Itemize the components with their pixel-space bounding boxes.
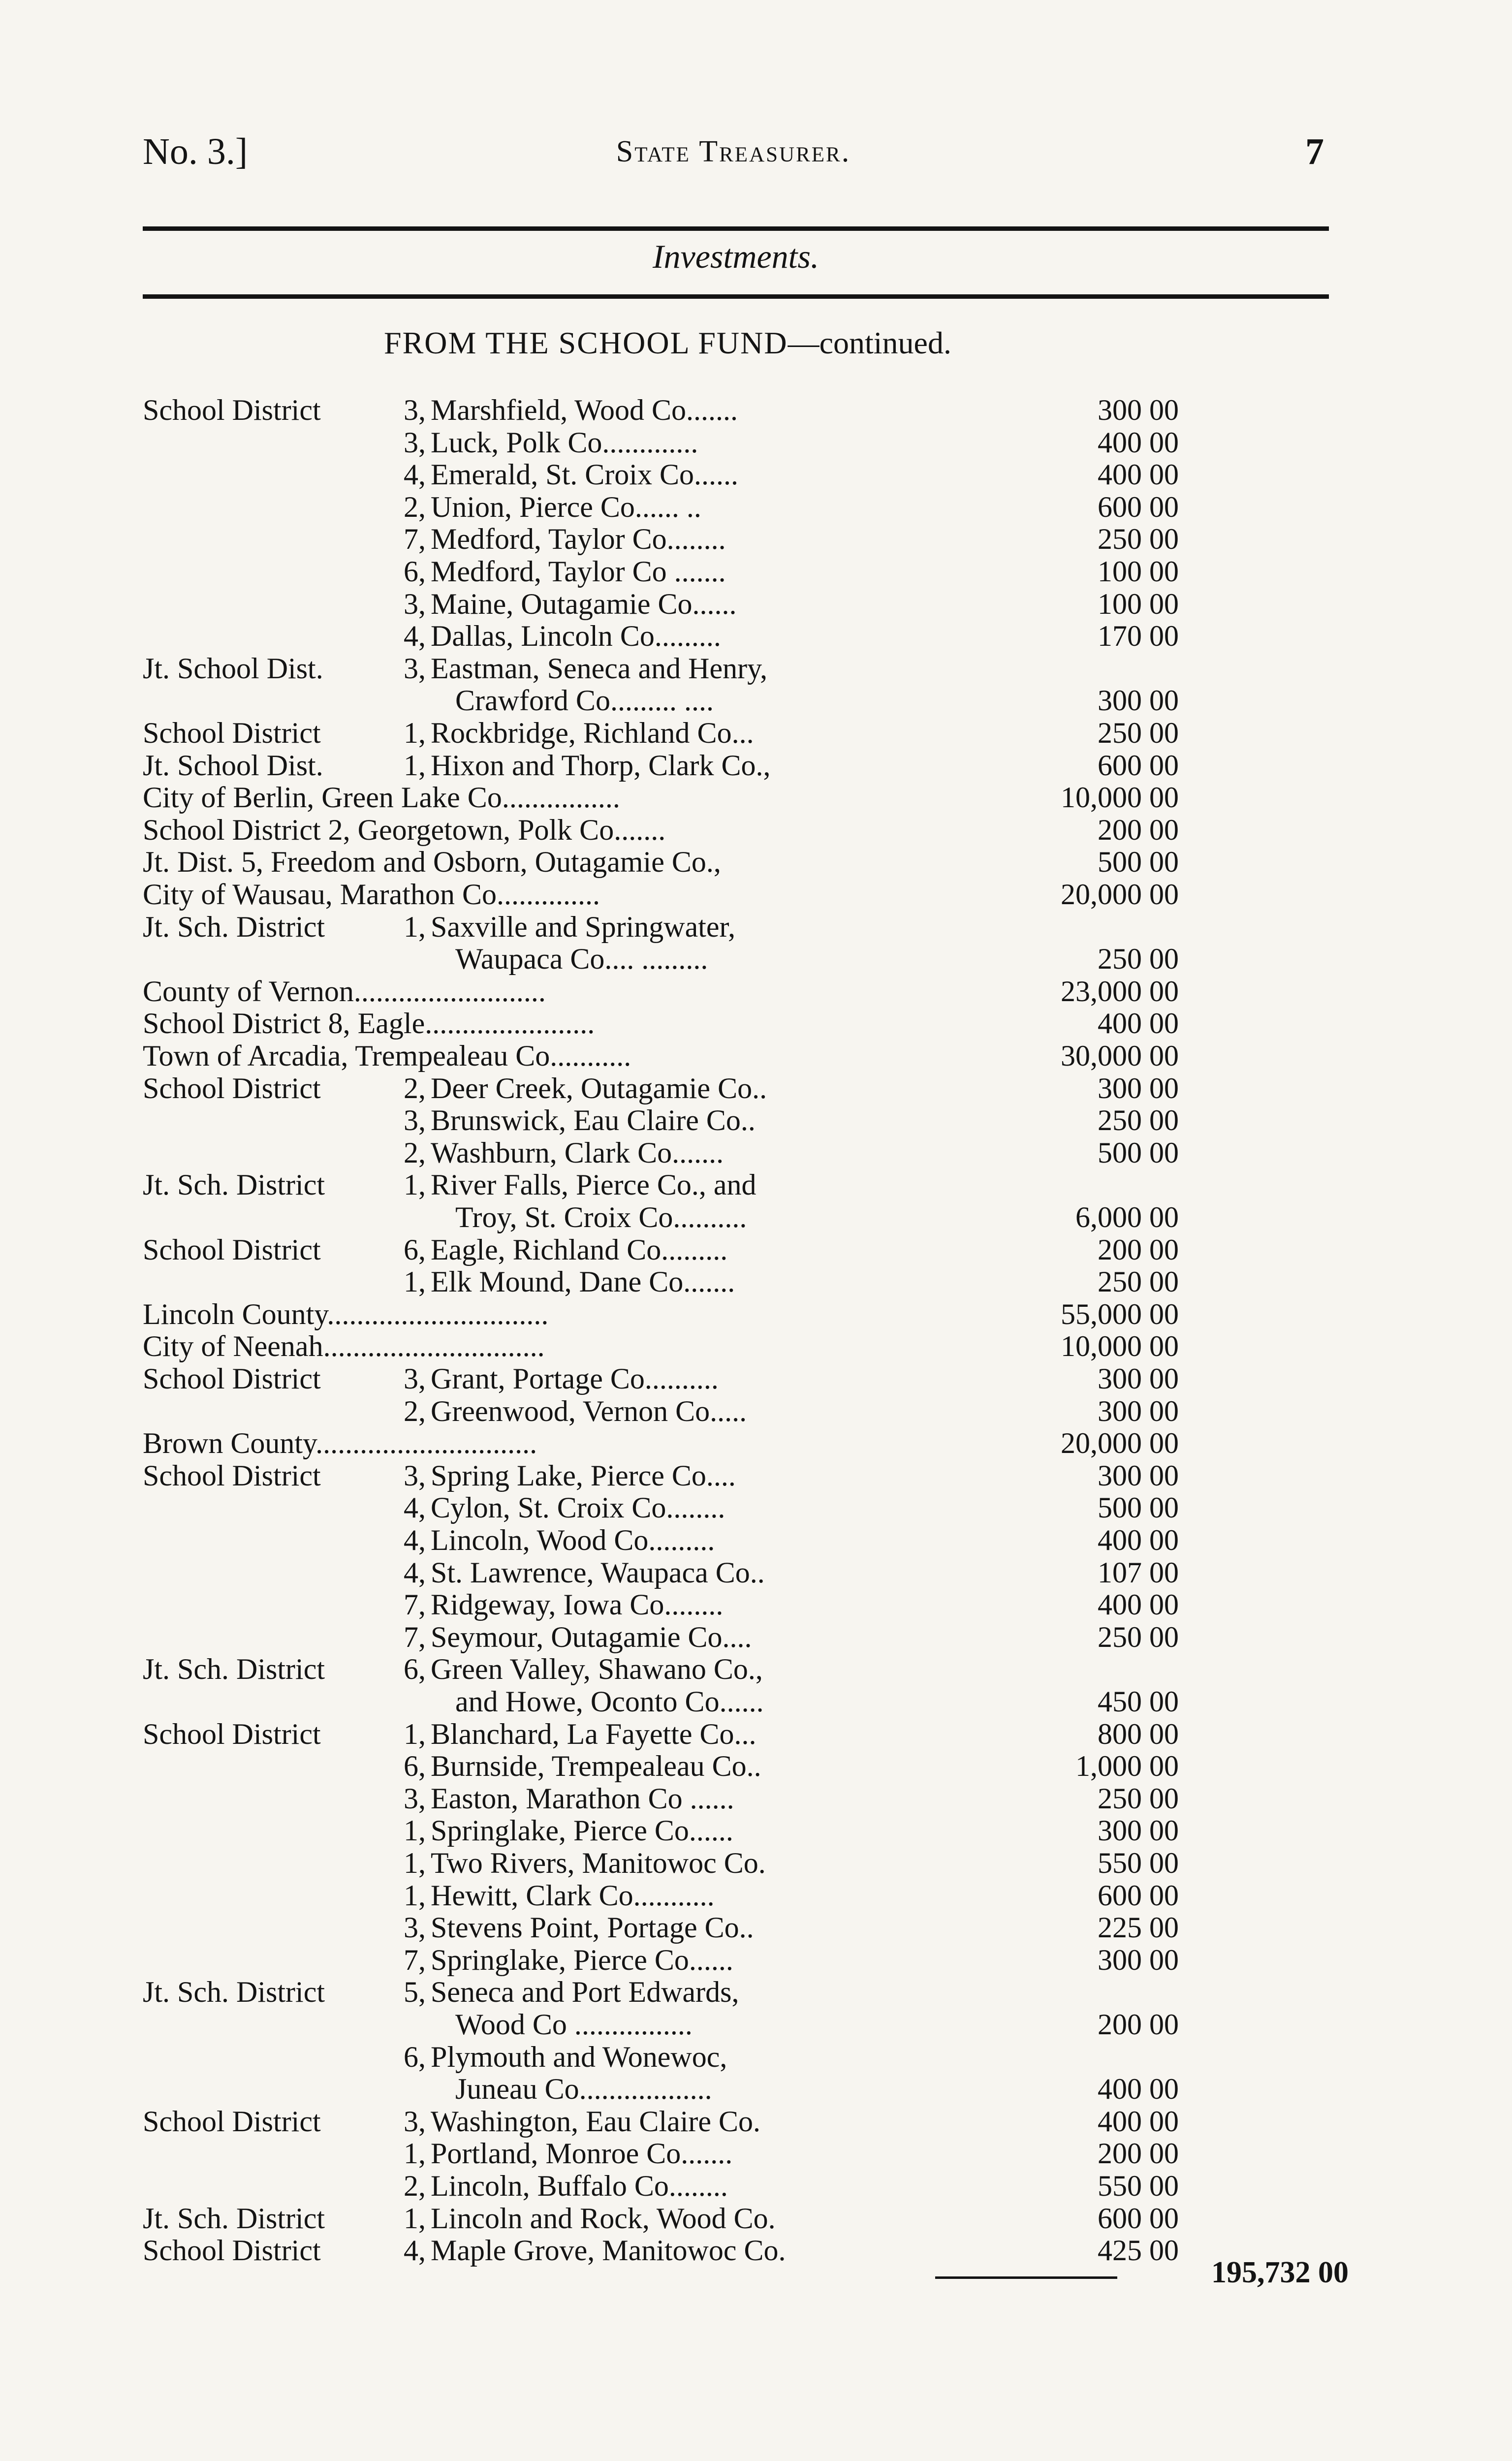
ledger-row: [143, 652, 1127, 685]
district-number: 3,: [404, 1104, 426, 1137]
row-amount: 200 00: [1098, 2137, 1179, 2170]
row-amount: 100 00: [1098, 555, 1179, 588]
row-description: Green Valley, Shawano Co.,: [431, 1653, 763, 1686]
ledger-row: [143, 1943, 1179, 1976]
ledger-row: [143, 426, 1179, 459]
row-description: Washington, Eau Claire Co.: [431, 2105, 761, 2138]
section-title: Investments.: [652, 238, 819, 275]
district-number: 3,: [404, 652, 426, 685]
district-number: 6,: [404, 555, 426, 588]
subheading-main: FROM THE SCHOOL FUND: [384, 325, 788, 360]
row-description: Springlake, Pierce Co......: [431, 1943, 733, 1976]
row-label: Jt. School Dist.: [143, 749, 323, 782]
ledger-row: [143, 1524, 1179, 1556]
row-description: St. Lawrence, Waupaca Co..: [431, 1556, 765, 1589]
row-description: Union, Pierce Co...... ..: [431, 490, 701, 523]
top-rule: [143, 226, 1329, 231]
document-number: No. 3.]: [143, 131, 248, 172]
row-entry: Lincoln County..............................: [143, 1297, 549, 1330]
row-amount: 500 00: [1098, 846, 1179, 879]
row-description: Blanchard, La Fayette Co...: [431, 1717, 756, 1750]
row-amount: 400 00: [1098, 2073, 1179, 2106]
ledger-row: [143, 2008, 1179, 2041]
row-description: Stevens Point, Portage Co..: [431, 1911, 754, 1944]
row-description: Crawford Co......... ....: [455, 684, 714, 717]
total-amount: 195,732 00: [1211, 2256, 1349, 2289]
row-amount: 300 00: [1098, 394, 1179, 426]
row-description: Emerald, St. Croix Co......: [431, 458, 738, 491]
ledger-row: [143, 1717, 1179, 1750]
row-amount: 300 00: [1098, 1362, 1179, 1395]
row-description: Easton, Marathon Co ......: [431, 1782, 734, 1815]
row-label: School District: [143, 2105, 321, 2138]
ledger-row: [143, 975, 1179, 1008]
row-description: Brunswick, Eau Claire Co..: [431, 1104, 756, 1137]
ledger-row: [143, 2041, 1127, 2073]
district-number: 3,: [404, 426, 426, 459]
ledger-row: [143, 1201, 1179, 1233]
subheading-suffix: —continued.: [788, 325, 951, 360]
row-label: School District: [143, 1362, 321, 1395]
ledger-row: [143, 1556, 1179, 1589]
ledger-row: [143, 1491, 1179, 1524]
ledger-row: [143, 1233, 1179, 1266]
running-title: State Treasurer.: [616, 135, 851, 168]
row-label: Jt. School Dist.: [143, 652, 323, 685]
ledger-row: [143, 1976, 1127, 2008]
district-number: 1,: [404, 910, 426, 943]
row-amount: 300 00: [1098, 1459, 1179, 1492]
ledger-row: [143, 1040, 1179, 1072]
district-number: 2,: [404, 1136, 426, 1169]
row-description: Deer Creek, Outagamie Co..: [431, 1072, 767, 1104]
ledger-row: [143, 1168, 1127, 1201]
district-number: 3,: [404, 1911, 426, 1944]
row-amount: 250 00: [1098, 1104, 1179, 1137]
ledger-row: [143, 684, 1179, 717]
row-amount: 6,000 00: [1075, 1201, 1179, 1233]
ledger-row: [143, 1653, 1127, 1685]
row-amount: 550 00: [1098, 1847, 1179, 1879]
row-description: Grant, Portage Co..........: [431, 1362, 719, 1395]
row-description: Greenwood, Vernon Co.....: [431, 1394, 747, 1427]
row-amount: 600 00: [1098, 749, 1179, 782]
row-description: Medford, Taylor Co .......: [431, 555, 726, 588]
row-amount: 200 00: [1098, 2008, 1179, 2041]
row-label: Jt. Sch. District: [143, 1976, 325, 2009]
row-amount: 600 00: [1098, 490, 1179, 523]
ledger-row: [143, 1007, 1179, 1040]
district-number: 7,: [404, 1620, 426, 1653]
row-description: Hixon and Thorp, Clark Co.,: [431, 749, 771, 782]
district-number: 2,: [404, 1394, 426, 1427]
row-description: Burnside, Trempealeau Co..: [431, 1750, 761, 1783]
row-label: School District: [143, 394, 321, 426]
district-number: 1,: [404, 1814, 426, 1847]
row-entry: County of Vernon..........................: [143, 975, 546, 1008]
row-description: Maple Grove, Manitowoc Co.: [431, 2234, 786, 2267]
row-description: River Falls, Pierce Co., and: [431, 1168, 756, 1201]
row-amount: 250 00: [1098, 717, 1179, 749]
ledger-row: [143, 1330, 1179, 1363]
ledger-row: [143, 1685, 1179, 1718]
row-description: Springlake, Pierce Co......: [431, 1814, 733, 1847]
ledger-row: [143, 2105, 1179, 2138]
district-number: 3,: [404, 1459, 426, 1492]
row-amount: 250 00: [1098, 1782, 1179, 1815]
row-amount: 250 00: [1098, 523, 1179, 556]
ledger-row: [143, 2170, 1179, 2202]
row-description: Two Rivers, Manitowoc Co.: [431, 1847, 766, 1879]
ledger-row: [143, 1814, 1179, 1847]
row-amount: 200 00: [1098, 1233, 1179, 1266]
row-amount: 55,000 00: [1061, 1297, 1179, 1330]
row-description: Cylon, St. Croix Co........: [431, 1491, 725, 1524]
district-number: 1,: [404, 717, 426, 749]
district-number: 4,: [404, 1556, 426, 1589]
row-label: Jt. Sch. District: [143, 1168, 325, 1201]
ledger-row: [143, 523, 1179, 556]
ledger-row: [143, 2234, 1179, 2267]
row-description: Waupaca Co.... .........: [455, 943, 708, 976]
row-amount: 400 00: [1098, 1524, 1179, 1556]
row-entry: City of Neenah..............................: [143, 1330, 545, 1363]
row-entry: Jt. Dist. 5, Freedom and Osborn, Outagamie Co.,: [143, 846, 721, 879]
row-amount: 600 00: [1098, 2202, 1179, 2235]
row-entry: School District 8, Eagle.......................: [143, 1007, 595, 1040]
row-entry: Brown County..............................: [143, 1427, 537, 1460]
ledger-row: [143, 1136, 1179, 1169]
ledger-row: [143, 717, 1179, 749]
ledger-row: [143, 394, 1179, 426]
district-number: 1,: [404, 1879, 426, 1912]
district-number: 3,: [404, 587, 426, 620]
district-number: 2,: [404, 1072, 426, 1104]
row-amount: 107 00: [1098, 1556, 1179, 1589]
row-description: Eagle, Richland Co.........: [431, 1233, 728, 1266]
row-description: and Howe, Oconto Co......: [455, 1685, 764, 1718]
row-description: Plymouth and Wonewoc,: [431, 2040, 727, 2073]
row-amount: 400 00: [1098, 2105, 1179, 2138]
row-amount: 225 00: [1098, 1911, 1179, 1944]
row-description: Juneau Co..................: [455, 2073, 712, 2106]
row-amount: 100 00: [1098, 587, 1179, 620]
district-number: 5,: [404, 1976, 426, 2009]
ledger-row: [143, 878, 1179, 911]
district-number: 3,: [404, 1782, 426, 1815]
district-number: 3,: [404, 394, 426, 426]
row-entry: City of Berlin, Green Lake Co................: [143, 781, 620, 814]
row-description: Spring Lake, Pierce Co....: [431, 1459, 736, 1492]
district-number: 1,: [404, 2202, 426, 2235]
ledger-row: [143, 1459, 1179, 1492]
row-label: School District: [143, 717, 321, 749]
ledger-row: [143, 1750, 1179, 1783]
row-amount: 400 00: [1098, 1007, 1179, 1040]
district-number: 1,: [404, 1847, 426, 1879]
district-number: 4,: [404, 620, 426, 653]
row-amount: 500 00: [1098, 1491, 1179, 1524]
ledger-row: [143, 943, 1179, 976]
district-number: 7,: [404, 523, 426, 556]
ledger-row: [143, 749, 1179, 782]
row-description: Lincoln, Buffalo Co........: [431, 2170, 728, 2202]
row-amount: 250 00: [1098, 1265, 1179, 1298]
ledger-row: [143, 2202, 1179, 2235]
row-amount: 20,000 00: [1061, 1427, 1179, 1460]
row-description: Troy, St. Croix Co..........: [455, 1201, 747, 1233]
ledger-row: [143, 1104, 1179, 1137]
row-amount: 30,000 00: [1061, 1040, 1179, 1072]
district-number: 6,: [404, 1233, 426, 1266]
ledger-row: [143, 1072, 1179, 1104]
row-description: Seymour, Outagamie Co....: [431, 1620, 752, 1653]
row-description: Rockbridge, Richland Co...: [431, 717, 754, 749]
row-description: Ridgeway, Iowa Co........: [431, 1588, 724, 1621]
row-amount: 10,000 00: [1061, 781, 1179, 814]
district-number: 1,: [404, 1265, 426, 1298]
row-amount: 400 00: [1098, 426, 1179, 459]
ledger-row: [143, 1620, 1179, 1653]
row-description: Elk Mound, Dane Co.......: [431, 1265, 735, 1298]
row-description: Seneca and Port Edwards,: [431, 1976, 739, 2009]
district-number: 6,: [404, 1653, 426, 1686]
row-description: Marshfield, Wood Co.......: [431, 394, 738, 426]
row-amount: 250 00: [1098, 943, 1179, 976]
district-number: 2,: [404, 2170, 426, 2202]
section-rule: [143, 294, 1329, 299]
row-amount: 425 00: [1098, 2234, 1179, 2267]
district-number: 1,: [404, 2137, 426, 2170]
district-number: 4,: [404, 1524, 426, 1556]
row-description: Dallas, Lincoln Co.........: [431, 620, 721, 653]
district-number: 4,: [404, 458, 426, 491]
row-label: School District: [143, 1072, 321, 1104]
ledger-row: [143, 781, 1179, 814]
ledger-row: [143, 1297, 1179, 1330]
ledger-row: [143, 1427, 1179, 1460]
ledger-row: [143, 813, 1179, 846]
row-entry: School District 2, Georgetown, Polk Co.......: [143, 813, 666, 846]
ledger-row: [143, 2073, 1179, 2106]
row-amount: 800 00: [1098, 1717, 1179, 1750]
row-amount: 300 00: [1098, 1072, 1179, 1104]
row-label: School District: [143, 1233, 321, 1266]
row-description: Portland, Monroe Co.......: [431, 2137, 733, 2170]
row-description: Saxville and Springwater,: [431, 910, 736, 943]
district-number: 1,: [404, 1717, 426, 1750]
row-amount: 600 00: [1098, 1879, 1179, 1912]
row-amount: 400 00: [1098, 1588, 1179, 1621]
row-description: Hewitt, Clark Co...........: [431, 1879, 715, 1912]
row-label: Jt. Sch. District: [143, 2202, 325, 2235]
district-number: 7,: [404, 1943, 426, 1976]
row-description: Wood Co ................: [455, 2008, 693, 2041]
row-label: Jt. Sch. District: [143, 910, 325, 943]
ledger-row: [143, 1265, 1179, 1298]
district-number: 4,: [404, 1491, 426, 1524]
row-amount: 300 00: [1098, 1943, 1179, 1976]
district-number: 6,: [404, 1750, 426, 1783]
row-entry: City of Wausau, Marathon Co..............: [143, 878, 600, 911]
row-label: School District: [143, 1459, 321, 1492]
row-amount: 500 00: [1098, 1136, 1179, 1169]
district-number: 6,: [404, 2040, 426, 2073]
ledger-row: [143, 1879, 1179, 1912]
ledger-row: [143, 1362, 1179, 1395]
district-number: 1,: [404, 1168, 426, 1201]
ledger-row: [143, 846, 1179, 879]
page-header: [143, 130, 1324, 175]
row-amount: 170 00: [1098, 620, 1179, 653]
row-description: Medford, Taylor Co........: [431, 523, 726, 556]
row-label: Jt. Sch. District: [143, 1653, 325, 1686]
ledger-row: [143, 1782, 1179, 1815]
row-amount: 300 00: [1098, 684, 1179, 717]
ledger-row: [143, 2137, 1179, 2170]
page-number: 7: [1305, 131, 1324, 172]
ledger-row: [143, 458, 1179, 491]
row-amount: 250 00: [1098, 1620, 1179, 1653]
district-number: 3,: [404, 1362, 426, 1395]
row-label: School District: [143, 1717, 321, 1750]
ledger-row: [143, 587, 1179, 620]
district-number: 4,: [404, 2234, 426, 2267]
row-description: Lincoln and Rock, Wood Co.: [431, 2202, 776, 2235]
row-amount: 300 00: [1098, 1394, 1179, 1427]
row-description: Washburn, Clark Co.......: [431, 1136, 724, 1169]
row-entry: Town of Arcadia, Trempealeau Co...........: [143, 1040, 631, 1072]
district-number: 7,: [404, 1588, 426, 1621]
row-amount: 20,000 00: [1061, 878, 1179, 911]
row-amount: 23,000 00: [1061, 975, 1179, 1008]
sum-rule: [935, 2276, 1117, 2279]
row-amount: 400 00: [1098, 458, 1179, 491]
ledger-row: [143, 1394, 1179, 1427]
ledger-row: [143, 1847, 1179, 1879]
ledger-row: [143, 1911, 1179, 1944]
row-amount: 300 00: [1098, 1814, 1179, 1847]
district-number: 1,: [404, 749, 426, 782]
ledger-row: [143, 490, 1179, 523]
row-description: Eastman, Seneca and Henry,: [431, 652, 768, 685]
row-description: Maine, Outagamie Co......: [431, 587, 737, 620]
subheading: [384, 325, 951, 361]
row-amount: 200 00: [1098, 813, 1179, 846]
row-amount: 1,000 00: [1075, 1750, 1179, 1783]
row-description: Luck, Polk Co.............: [431, 426, 698, 459]
ledger-row: [143, 620, 1179, 653]
ledger-row: [143, 1588, 1179, 1621]
ledger-row: [143, 555, 1179, 588]
row-amount: 450 00: [1098, 1685, 1179, 1718]
row-amount: 10,000 00: [1061, 1330, 1179, 1363]
district-number: 3,: [404, 2105, 426, 2138]
row-label: School District: [143, 2234, 321, 2267]
row-description: Lincoln, Wood Co.........: [431, 1524, 715, 1556]
row-amount: 550 00: [1098, 2170, 1179, 2202]
district-number: 2,: [404, 490, 426, 523]
ledger-row: [143, 911, 1127, 943]
